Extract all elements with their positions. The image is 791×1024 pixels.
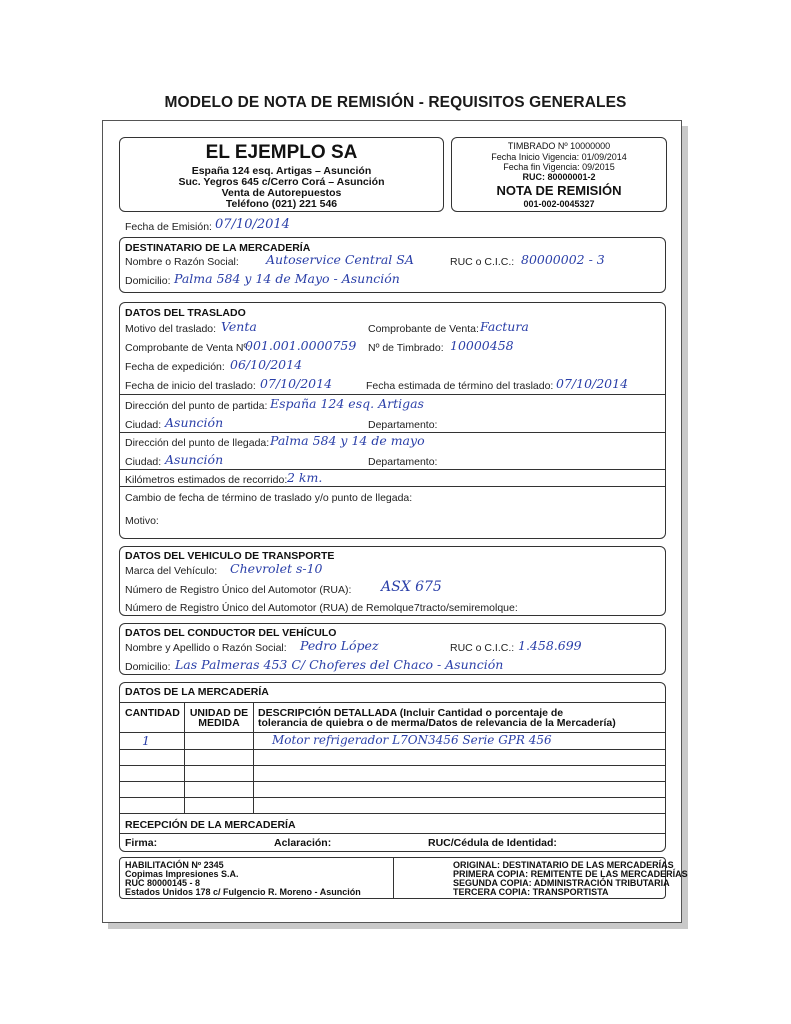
start-date-value[interactable]: 07/10/2014	[260, 376, 333, 391]
driver-name-label: Nombre y Apellido o Razón Social:	[125, 642, 287, 654]
goods-row-line-5	[120, 813, 665, 814]
emission-date-value[interactable]: 07/10/2014	[215, 217, 290, 232]
col-unit-line-1: UNIDAD DE	[189, 707, 249, 719]
recipient-address-label: Domicilio:	[125, 275, 171, 287]
voucher-number-value[interactable]: 001.001.0000759	[245, 338, 357, 353]
transfer-divider-1	[120, 394, 665, 395]
goods-row-line-1	[120, 749, 665, 750]
id-label: RUC/Cédula de Identidad:	[428, 837, 557, 849]
signature-label: Firma:	[125, 837, 158, 849]
timbrado-number-value[interactable]: 10000458	[450, 338, 514, 353]
change-reason-label: Motivo:	[125, 515, 159, 527]
recipient-heading: DESTINATARIO DE LA MERCADERÍA	[125, 242, 311, 254]
driver-ruc-label: RUC o C.I.C.:	[450, 642, 515, 654]
end-date-label: Fecha estimada de término del traslado:	[366, 380, 554, 392]
recipient-section	[119, 237, 666, 293]
goods-row-line-3	[120, 781, 665, 782]
driver-heading: DATOS DEL CONDUCTOR DEL VEHÍCULO	[125, 627, 337, 639]
goods-row-1-description[interactable]: Motor refrigerador L7ON3456 Serie GPR 456	[272, 733, 552, 747]
emission-date-label: Fecha de Emisión:	[125, 221, 212, 233]
company-address-2: Suc. Yegros 645 c/Cerro Corá – Asunción	[178, 176, 385, 188]
page-title: MODELO DE NOTA DE REMISIÓN - REQUISITOS GENERALES	[164, 94, 627, 111]
timbrado-number-label: Nº de Timbrado:	[368, 342, 444, 354]
goods-row-line-4	[120, 797, 665, 798]
footer-left-line-4: Estados Unidos 178 c/ Fulgencio R. Moreno - Asunción	[125, 887, 361, 897]
company-address-1: España 124 esq. Artigas – Asunción	[191, 165, 372, 177]
expedition-date-value[interactable]: 06/10/2014	[230, 357, 303, 372]
goods-row-line-2	[120, 765, 665, 766]
document-title: NOTA DE REMISIÓN	[496, 183, 622, 198]
company-phone: Teléfono (021) 221 546	[225, 198, 338, 210]
origin-city-value[interactable]: Asunción	[165, 415, 224, 430]
origin-department-label: Departamento:	[368, 419, 438, 431]
km-value[interactable]: 2 km.	[287, 470, 323, 485]
recipient-name-label: Nombre o Razón Social:	[125, 256, 239, 268]
timbrado-ruc: RUC: 80000001-2	[522, 172, 596, 182]
voucher-label: Comprobante de Venta:	[368, 323, 479, 335]
km-label: Kilómetros estimados de recorrido:	[125, 474, 288, 486]
destination-address-label: Dirección del punto de llegada:	[125, 437, 270, 449]
transfer-motive-label: Motivo del traslado:	[125, 323, 217, 335]
change-label: Cambio de fecha de término de traslado y/o punto de llegada:	[125, 492, 413, 504]
vehicle-brand-label: Marca del Vehículo:	[125, 565, 218, 577]
footer-right-line-4: TERCERA COPIA: TRANSPORTISTA	[453, 887, 609, 897]
company-box	[119, 137, 444, 212]
transfer-divider-3	[120, 469, 665, 470]
recipient-address-value[interactable]: Palma 584 y 14 de Mayo - Asunción	[174, 271, 400, 286]
driver-address-value[interactable]: Las Palmeras 453 C/ Choferes del Chaco - Asunción	[175, 657, 504, 672]
vehicle-rua-value[interactable]: ASX 675	[381, 579, 442, 595]
col-description-note: (Incluir Cantidad o porcentaje de	[396, 707, 564, 719]
destination-city-label: Ciudad:	[125, 456, 162, 468]
vehicle-brand-value[interactable]: Chevrolet s-10	[230, 561, 323, 576]
goods-section	[119, 682, 666, 852]
origin-city-label: Ciudad:	[125, 419, 162, 431]
destination-department-label: Departamento:	[368, 456, 438, 468]
trailer-rua-label: Número de Registro Único del Automotor (RUA) de Remolque7tracto/semiremolque:	[125, 602, 518, 614]
voucher-number-label: Comprobante de Venta Nº:	[125, 342, 251, 354]
recipient-name-value[interactable]: Autoservice Central SA	[266, 252, 414, 267]
goods-row-1-qty[interactable]: 1	[142, 733, 150, 748]
document-number: 001-002-0045327	[523, 199, 595, 209]
col-quantity: CANTIDAD	[125, 707, 180, 719]
transfer-divider-4	[120, 486, 665, 487]
footer-box	[119, 857, 688, 899]
company-name: EL EJEMPLO SA	[205, 142, 358, 163]
col-description-title: DESCRIPCIÓN DETALLADA	[258, 707, 397, 719]
vehicle-heading: DATOS DEL VEHICULO DE TRANSPORTE	[125, 550, 335, 562]
recipient-ruc-label: RUC o C.I.C.:	[450, 256, 515, 268]
driver-section	[119, 623, 666, 675]
vehicle-section	[119, 546, 666, 616]
destination-address-value[interactable]: Palma 584 y 14 de mayo	[270, 433, 425, 448]
destination-city-value[interactable]: Asunción	[165, 452, 224, 467]
transfer-heading: DATOS DEL TRASLADO	[125, 307, 246, 319]
company-activity: Venta de Autorepuestos	[221, 187, 342, 199]
start-date-label: Fecha de inicio del traslado:	[125, 380, 256, 392]
driver-name-value[interactable]: Pedro López	[300, 638, 379, 653]
expedition-date-label: Fecha de expedición:	[125, 361, 225, 373]
origin-address-label: Dirección del punto de partida:	[125, 400, 268, 412]
clarification-label: Aclaración:	[274, 837, 332, 849]
reception-divider	[120, 833, 665, 834]
goods-heading: DATOS DE LA MERCADERÍA	[125, 686, 269, 698]
reception-heading: RECEPCIÓN DE LA MERCADERÍA	[125, 819, 296, 831]
transfer-section	[119, 302, 666, 539]
voucher-value[interactable]: Factura	[480, 319, 529, 334]
vehicle-rua-label: Número de Registro Único del Automotor (RUA):	[125, 584, 352, 596]
timbrado-end: Fecha fin Vigencia: 09/2015	[503, 162, 615, 172]
footer-left-line-2: Copimas Impresiones S.A.	[125, 869, 239, 879]
footer-left-line-1: HABILITACIÓN Nº 2345	[125, 860, 224, 870]
footer-right-line-3: SEGUNDA COPIA: ADMINISTRACIÓN TRIBUTARIA	[453, 878, 670, 888]
footer-left-line-3: RUC 80000145 - 8	[125, 878, 201, 888]
footer-right-line-2: PRIMERA COPIA: REMITENTE DE LAS MERCADERÍAS	[453, 869, 688, 879]
col-unit-line-2: MEDIDA	[198, 717, 240, 729]
footer-divider	[393, 858, 394, 898]
remission-form	[102, 120, 688, 923]
end-date-value[interactable]: 07/10/2014	[556, 376, 629, 391]
col-description-line-2: tolerancia de quiebra o de merma/Datos de relevancia de la Mercadería)	[258, 717, 616, 729]
timbrado-start: Fecha Inicio Vigencia: 01/09/2014	[491, 152, 627, 162]
goods-header-top-line	[120, 702, 665, 703]
footer-right-line-1: ORIGINAL: DESTINATARIO DE LAS MERCADERÍAS	[453, 860, 674, 870]
recipient-ruc-value[interactable]: 80000002 - 3	[521, 252, 605, 267]
driver-address-label: Domicilio:	[125, 661, 171, 673]
driver-ruc-value[interactable]: 1.458.699	[518, 638, 582, 653]
transfer-motive-value[interactable]: Venta	[221, 319, 257, 334]
timbrado-number: TIMBRADO Nº 10000000	[507, 141, 611, 151]
timbrado-box	[451, 137, 667, 212]
origin-address-value[interactable]: España 124 esq. Artigas	[270, 396, 424, 411]
